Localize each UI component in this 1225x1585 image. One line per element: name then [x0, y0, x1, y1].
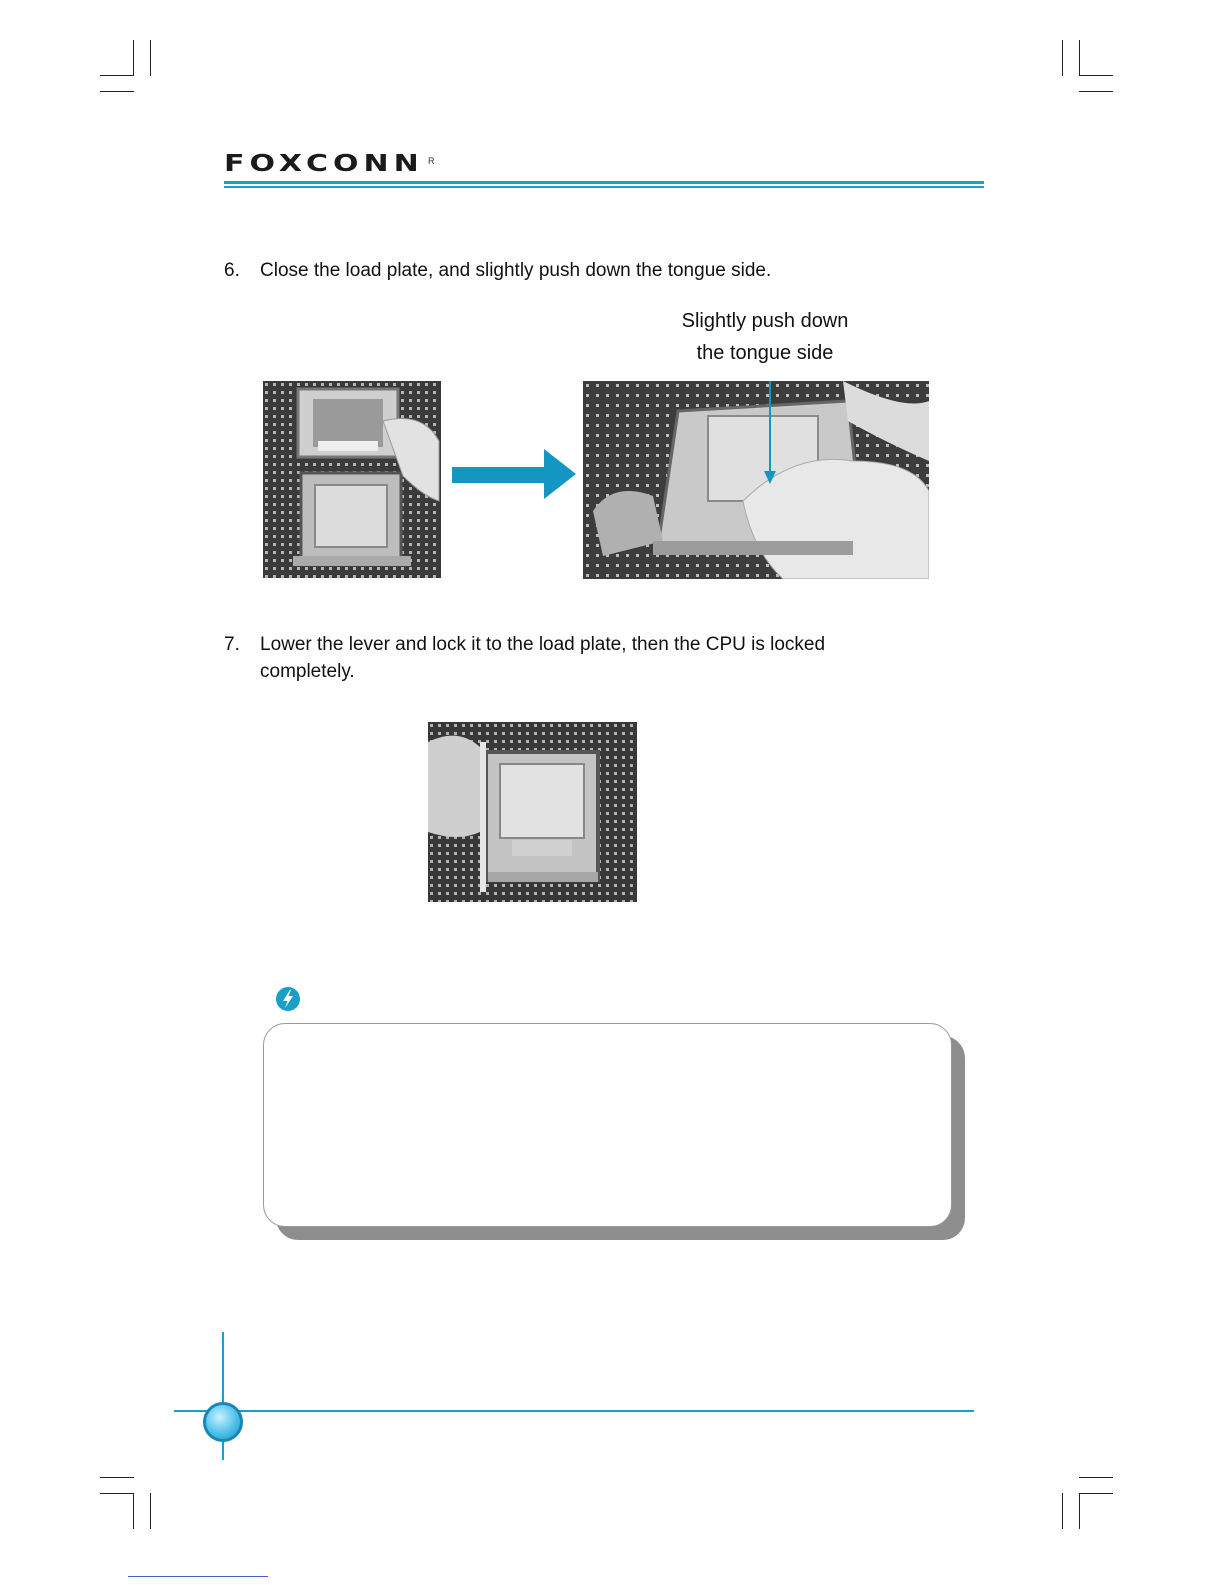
callout-label [665, 305, 865, 369]
photo-push-tongue [583, 381, 929, 579]
crop-mark [100, 75, 134, 76]
step-text: Close the load plate, and slightly push down the tongue side. [260, 260, 772, 281]
step-7 [224, 631, 825, 685]
note-box [263, 1023, 952, 1227]
arrow-right-icon [452, 449, 578, 499]
callout-line-2: the tongue side [696, 342, 834, 364]
step-text-line-2: completely. [260, 661, 355, 682]
crop-mark [133, 40, 134, 76]
lightning-note-icon [275, 986, 301, 1012]
crop-mark [1079, 91, 1113, 92]
photo-open-socket [263, 381, 441, 578]
registered-mark: R [428, 156, 435, 166]
photo-locked-socket [428, 722, 637, 902]
crop-mark [1079, 75, 1113, 76]
step-number: 6. [224, 260, 240, 281]
page-number-badge [203, 1402, 243, 1442]
footer-horizontal-rule [174, 1410, 974, 1412]
crop-mark [150, 40, 151, 76]
crop-mark [1079, 1493, 1080, 1529]
step-number: 7. [224, 634, 240, 655]
crop-mark [133, 1493, 134, 1529]
step-6 [224, 257, 771, 284]
crop-mark [1062, 1493, 1063, 1529]
crop-mark [150, 1493, 151, 1529]
crop-mark [1079, 1493, 1113, 1494]
crop-mark [100, 1477, 134, 1478]
crop-mark [1079, 40, 1080, 76]
crop-mark [1062, 40, 1063, 76]
bottom-underline [128, 1576, 268, 1577]
step-text-line-1: Lower the lever and lock it to the load plate, then the CPU is locked [260, 634, 826, 655]
callout-line-1: Slightly push down [681, 310, 849, 332]
crop-mark [100, 1493, 134, 1494]
crop-mark [1079, 1477, 1113, 1478]
brand-logo: FOXCONN [224, 150, 424, 178]
crop-mark [100, 91, 134, 92]
header-rule-bottom [224, 186, 984, 188]
header-rule-top [224, 181, 984, 184]
